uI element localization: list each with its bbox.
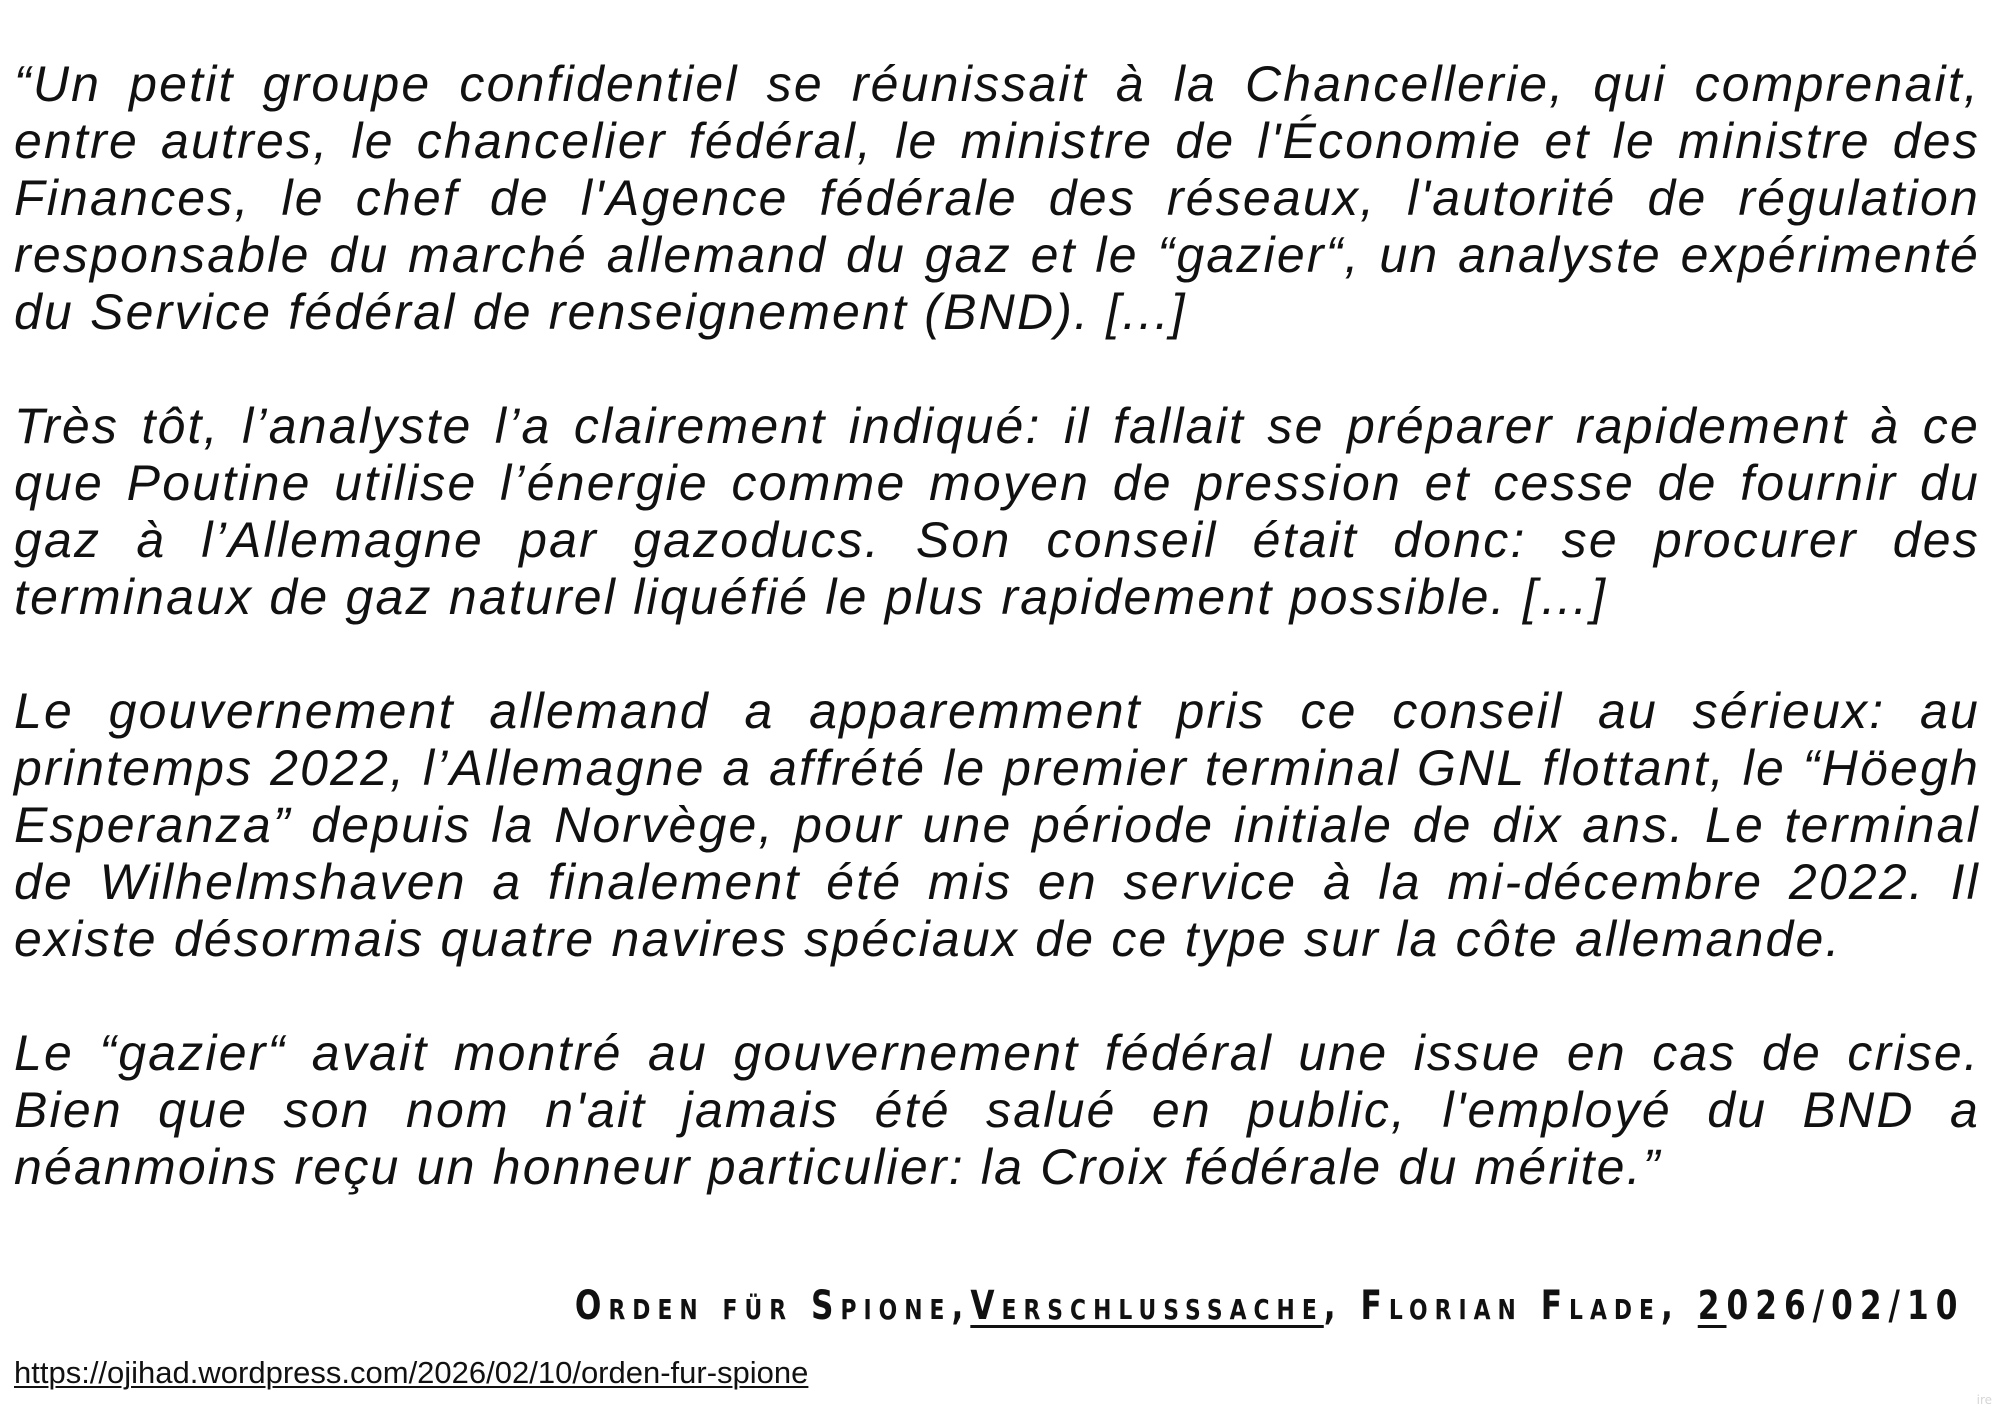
- citation-date-rest: 026/02/10: [1726, 1283, 1964, 1329]
- quote-paragraph-3: Le gouvernement allemand a apparemment pris ce conseil au sérieux: au printemps 2022, l’Allemagne a affrété le premier terminal GNL flottant, le “Höegh Esperanza” depuis la Norvège, pour une période initiale de dix ans. Le terminal de Wilhelmshaven a finalement été mis en service à la mi-décembre 2022. Il existe désormais quatre navires spéciaux de ce type sur la côte allemande.: [14, 683, 1980, 967]
- quote-paragraph-2: Très tôt, l’analyste l’a clairement indiqué: il fallait se préparer rapidement à ce que Poutine utilise l’énergie comme moyen de pression et cesse de fournir du gaz à l’Allemagne par gazoducs. Son conseil était donc: se procurer des terminaux de gaz naturel liquéfié le plus rapidement possible. […]: [14, 398, 1980, 625]
- citation-date-first-char: 2: [1697, 1283, 1727, 1329]
- source-link[interactable]: https://ojihad.wordpress.com/2026/02/10/orden-fur-spione: [14, 1355, 809, 1390]
- citation-author: , Florian Flade,: [1323, 1283, 1698, 1329]
- watermark: ire: [1976, 1393, 1992, 1407]
- quote-block: [14, 56, 1980, 1196]
- quote-paragraph-1: “Un petit groupe confidentiel se réunissait à la Chancellerie, qui comprenait, entre autres, le chancelier fédéral, le ministre de l'Économie et le ministre des Finances, le chef de l'Agence fédérale des réseaux, l'autorité de régulation responsable du marché allemand du gaz et le “gazier“, un analyste expérimenté du Service fédéral de renseignement (BND). [...]: [14, 56, 1980, 340]
- citation: [574, 1282, 1964, 1330]
- citation-title: Orden für Spione,: [574, 1283, 970, 1329]
- quote-paragraph-4: Le “gazier“ avait montré au gouvernement fédéral une issue en cas de crise. Bien que son nom n'ait jamais été salué en public, l'employé du BND a néanmoins reçu un honneur particulier: la Croix fédérale du mérite.”: [14, 1025, 1980, 1195]
- citation-source: Verschlusssache: [969, 1283, 1324, 1329]
